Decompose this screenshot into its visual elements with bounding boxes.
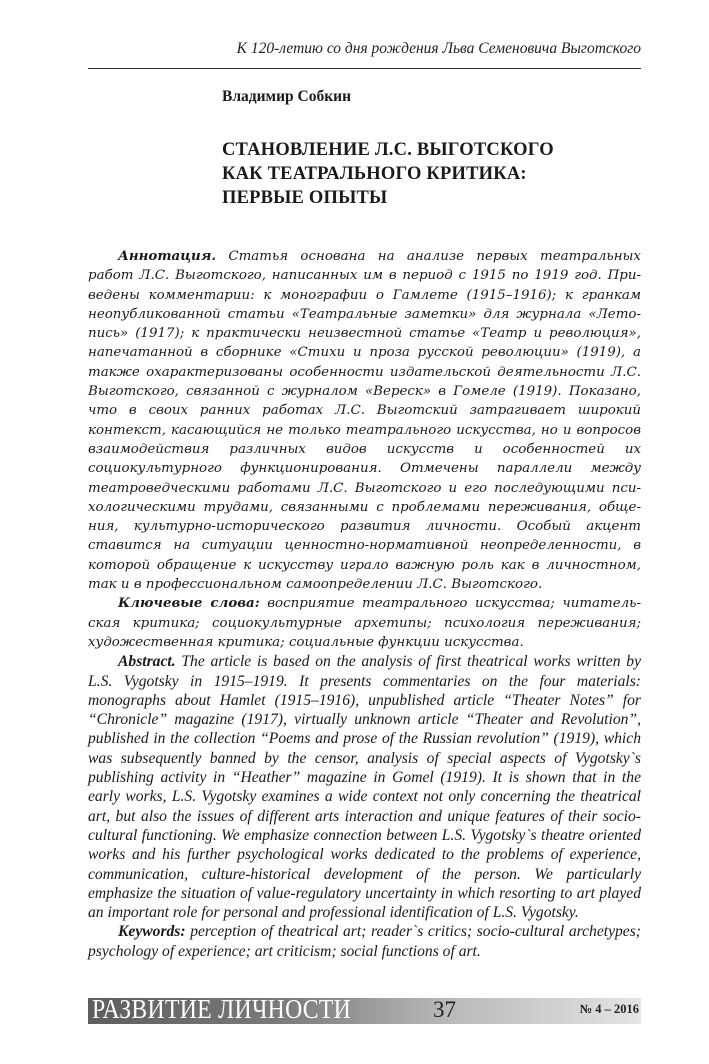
- article-title: [222, 138, 642, 210]
- keywords-en-text: perception of theatrical art; reader`s critics; socio-cultural archetypes; psychology of experience; art criticism; social functions of art.: [88, 923, 641, 960]
- keywords-en: [88, 922, 641, 961]
- abstract-ru: [88, 247, 641, 594]
- running-head: К 120-летию со дня рождения Льва Семеновича Выготского: [236, 40, 641, 57]
- abstract-ru-text: Статья основана на анализе первых театральных работ Л.С. Выготского, написанных им в период с 1915 по 1919 год. Приведены комментарии: к монографии о Гамлете (1915–1916); к гранкам неопубликованной статьи «Театральные заметки» для журнала «Летопись» (1917); к практически неизвестной статье «Театр и революция», напечатанной в сборнике «Стихи и проза русской революции» (1919), а также охарактеризованы особенности издательской деятельности Л.С. Выготского, связанной с журналом «Вереск» в Гомеле (1919). Показано, что в своих ранних работах Л.С. Выготский затрагивает широкий контекст, касающийся не только театрального искусства, но и вопросов взаимодействия различных видов искусств и особенностей их социокультурного функционирования. Отмечены параллели между театроведческими работами Л.С. Выготского и его последующими психологическими трудами, связанными с проблемами переживания, общения, культурно-исторического развития личности. Особый акцент ставится на ситуации ценностно-нормативной неопределенности, в которой обращение к искусству играло важную роль как в личностном, так и в профессиональном самоопределении Л.С. Выготского.: [88, 249, 641, 593]
- issue-number: № 4 – 2016: [579, 1002, 639, 1016]
- page-footer: [88, 996, 641, 1026]
- abstract-ru-label: Аннотация.: [118, 248, 217, 264]
- keywords-ru-text: восприятие театрального искусства; читательская критика; социокультурные архетипы; психология переживания; художественная критика; социальные функции искусства.: [88, 596, 641, 650]
- keywords-en-label: Keywords:: [118, 923, 186, 941]
- journal-name: РАЗВИТИЕ ЛИЧНОСТИ: [92, 994, 352, 1024]
- title-line: ПЕРВЫЕ ОПЫТЫ: [222, 188, 388, 208]
- author-name: Владимир Собкин: [222, 88, 352, 105]
- title-line: КАК ТЕАТРАЛЬНОГО КРИТИКА:: [222, 164, 527, 184]
- page-number: 37: [433, 997, 456, 1022]
- keywords-ru: [88, 594, 641, 652]
- abstract-en: [88, 652, 641, 922]
- abstract-en-text: The article is based on the analysis of first theatrical works written by L.S. Vygotsky in 1915–1919. It presents commentaries on the four materials: monographs about Hamlet (1915–1916), unpublished article “Theater Notes” for “Chronicle” magazine (1917), virtually unknown article “Theater and Revolution”, published in the collection “Poems and prose of the Russian revolution” (1919), which was subsequently banned by the censor, analysis of special aspects of Vygotsky`s publishing activity in “Heather” magazine in Gomel (1919). It is shown that in the early works, L.S. Vygotsky examines a wide context not only concerning the theatrical art, but also the issues of different arts interaction and unique features of their socio-cultural functioning. We emphasize connection between L.S. Vygotsky`s theatre oriented works and his further psychological works dedicated to the problems of experience, communication, culture-historical development of the person. We particularly emphasize the situation of value-regulatory uncertainty in which resorting to art played an important role for personal and professional identification of L.S. Vygotsky.: [88, 653, 641, 922]
- keywords-ru-label: Ключевые слова:: [118, 595, 260, 612]
- header-rule: [88, 68, 641, 69]
- title-line: СТАНОВЛЕНИЕ Л.С. ВЫГОТСКОГО: [222, 140, 554, 160]
- abstract-en-label: Abstract.: [118, 653, 176, 671]
- article-body: [88, 247, 641, 961]
